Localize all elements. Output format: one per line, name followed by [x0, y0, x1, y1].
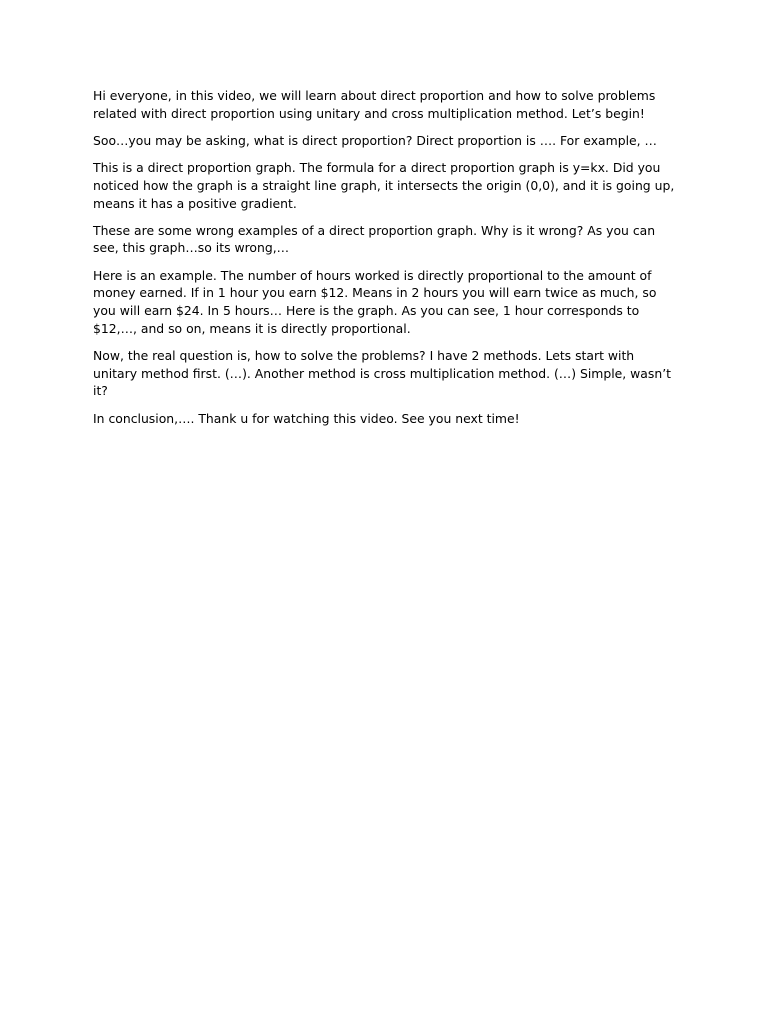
paragraph-methods: Now, the real question is, how to solve the problems? I have 2 methods. Lets start with unitary method first. (…). Another method is cross multiplication method. (…) Simple, wasn’t it?	[93, 347, 671, 399]
document-body	[93, 87, 677, 437]
paragraph-example: Here is an example. The number of hours worked is directly proportional to the amount of money earned. If in 1 hour you earn $12. Means in 2 hours you will earn twice as much, so you will earn $24. In 5 hours… Here is the graph. As you can see, 1 hour corresponds to $12,…, and so on, means it is directly proportional.	[93, 267, 657, 336]
paragraph-conclusion: In conclusion,…. Thank u for watching this video. See you next time!	[93, 410, 520, 426]
paragraph-definition: Soo…you may be asking, what is direct proportion? Direct proportion is …. For example, …	[93, 132, 657, 148]
paragraph-wrong-examples: These are some wrong examples of a direct proportion graph. Why is it wrong? As you can see, this graph…so its wrong,…	[93, 222, 656, 256]
paragraph-graph: This is a direct proportion graph. The formula for a direct proportion graph is y=kx. Did you noticed how the graph is a straight line graph, it intersects the origin (0,0), and it is going up, means it has a positive gradient.	[93, 160, 675, 211]
paragraph-intro: Hi everyone, in this video, we will learn about direct proportion and how to solve problems related with direct proportion using unitary and cross multiplication method. Let’s begin!	[93, 88, 656, 121]
